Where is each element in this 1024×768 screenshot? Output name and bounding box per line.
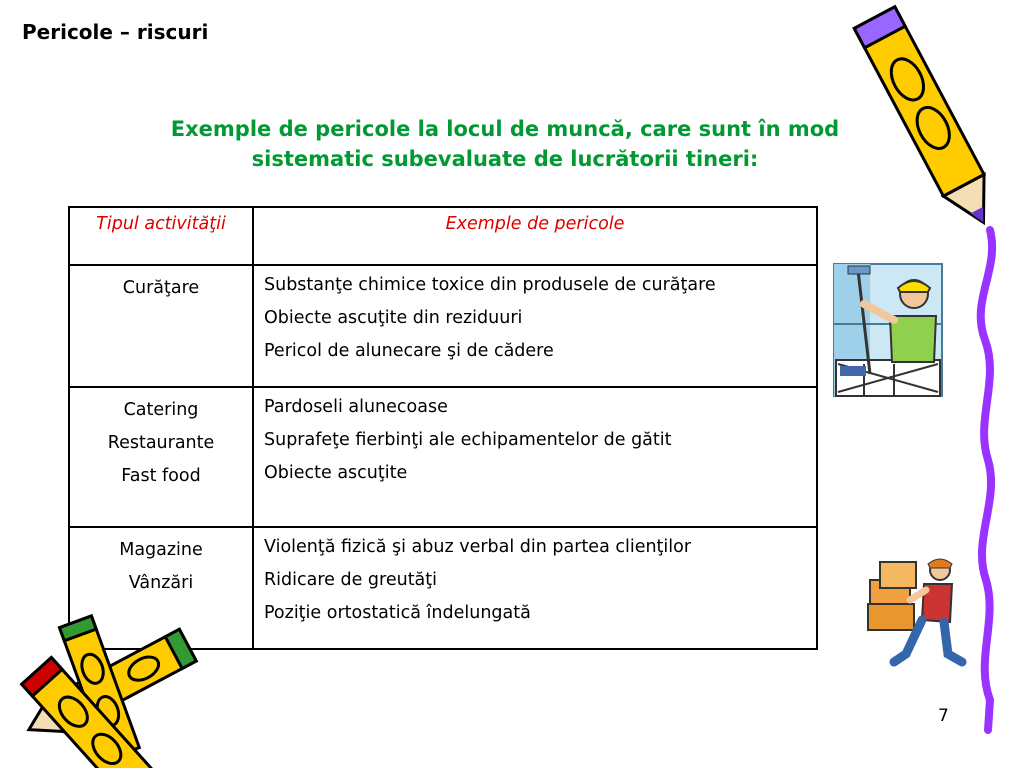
activity-label: Curăţare	[122, 278, 200, 298]
activity-label: Fast food	[121, 466, 201, 486]
table-row	[69, 387, 817, 527]
activity-label: Restaurante	[107, 433, 215, 453]
slide-title: Pericole – riscuri	[22, 20, 209, 44]
table-header-row	[69, 207, 817, 265]
hazards-cell	[253, 527, 817, 649]
hazard-item: Obiecte ascuţite	[264, 463, 408, 483]
purple-border-line	[960, 230, 1010, 730]
hazard-item: Pardoseli alunecoase	[264, 397, 448, 417]
hazard-item: Suprafeţe fierbinţi ale echipamentelor de gătit	[264, 430, 672, 450]
header-hazard-examples: Exemple de pericole	[253, 207, 817, 265]
hazard-item: Ridicare de greutăţi	[264, 570, 438, 590]
pencil-top-right-icon	[860, 4, 1000, 244]
hazards-cell	[253, 265, 817, 387]
hazards-table	[68, 206, 818, 650]
box-carrier-icon	[866, 558, 966, 670]
hazard-item: Poziţie ortostatică îndelungată	[264, 603, 531, 623]
heading-line-1: Exemple de pericole la locul de muncă, care sunt în mod	[170, 117, 840, 141]
hazard-item: Pericol de alunecare şi de cădere	[264, 341, 554, 361]
hazard-item: Obiecte ascuţite din reziduuri	[264, 308, 523, 328]
hazard-item: Violenţă fizică şi abuz verbal din partea clienţilor	[264, 537, 692, 557]
table-row	[69, 265, 817, 387]
window-cleaner-icon	[834, 264, 944, 398]
activity-label: Magazine	[119, 540, 203, 560]
activity-cell	[69, 387, 253, 527]
hazards-cell	[253, 387, 817, 527]
page-number: 7	[938, 706, 949, 726]
slide-heading	[110, 114, 900, 174]
header-activity-type: Tipul activităţii	[69, 207, 253, 265]
pencils-bottom-left-icon	[0, 618, 210, 768]
activity-label: Catering	[123, 400, 199, 420]
hazard-item: Substanţe chimice toxice din produsele de curăţare	[264, 275, 716, 295]
activity-label: Vânzări	[128, 573, 194, 593]
activity-cell	[69, 265, 253, 387]
heading-line-2: sistematic subevaluate de lucrătorii tineri:	[251, 147, 759, 171]
